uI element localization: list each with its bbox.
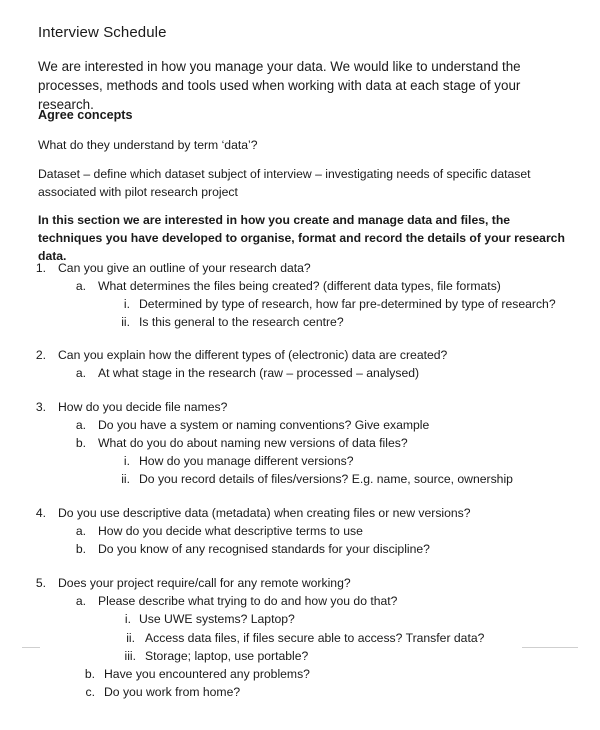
sub-item-text: Access data files, if files secure able to access? Transfer data? (145, 631, 485, 645)
agree-concepts-heading: Agree concepts (38, 108, 133, 122)
sub-item-label: ii. (121, 472, 130, 486)
sub-question-label: b. (75, 436, 86, 450)
sub-item-text: Determined by type of research, how far pre-determined by type of research? (139, 297, 556, 311)
sub-item-label: i. (124, 612, 131, 626)
question-text: Does your project require/call for any remote working? (58, 576, 351, 590)
sub-item-text: Use UWE systems? Laptop? (139, 612, 295, 626)
sub-question-label: b. (75, 542, 86, 556)
question-text: How do you decide file names? (58, 400, 228, 414)
sub-question-text: What do you do about naming new versions of data files? (98, 436, 408, 450)
document-title: Interview Schedule (38, 24, 167, 41)
sub-question-text: Do you have a system or naming conventions? Give example (98, 418, 430, 432)
question-number: 2. (35, 348, 46, 362)
question-text: Can you explain how the different types of (electronic) data are created? (58, 348, 448, 362)
sub-item-label: ii. (121, 315, 130, 329)
sub-item-label: iii. (124, 649, 136, 663)
sub-question-label: a. (75, 279, 86, 293)
sub-question-text: Please describe what trying to do and how you do that? (98, 594, 398, 608)
question-text: Do you use descriptive data (metadata) when creating files or new versions? (58, 506, 471, 520)
question-number: 5. (35, 576, 46, 590)
question-number: 4. (35, 506, 46, 520)
sub-question-text: Have you encountered any problems? (104, 667, 310, 681)
section-intro-paragraph: In this section we are interested in how you create and manage data and files, the techniques you have developed to organise, format and record the details of your research data. (38, 213, 565, 263)
sub-item-text: Do you record details of files/versions? E.g. name, source, ownership (139, 472, 513, 486)
data-term-question: What do they understand by term ‘data’? (38, 138, 258, 152)
sub-question-label: c. (85, 685, 95, 699)
sub-question-label: b. (84, 667, 95, 681)
sub-item-label: i. (123, 297, 130, 311)
sub-question-label: a. (75, 594, 86, 608)
sub-question-label: a. (75, 524, 86, 538)
sub-question-label: a. (75, 366, 86, 380)
page-break-rule-right (522, 647, 578, 648)
sub-question-text: At what stage in the research (raw – processed – analysed) (98, 366, 420, 380)
sub-item-text: Is this general to the research centre? (139, 315, 344, 329)
sub-question-text: Do you know of any recognised standards for your discipline? (98, 542, 430, 556)
sub-question-label: a. (75, 418, 86, 432)
sub-question-text: How do you decide what descriptive terms to use (98, 524, 363, 538)
page-break-rule-left (22, 647, 40, 648)
question-text: Can you give an outline of your research data? (58, 261, 311, 275)
sub-question-text: Do you work from home? (104, 685, 241, 699)
question-number: 3. (35, 400, 46, 414)
question-number: 1. (35, 261, 46, 275)
dataset-paragraph: Dataset – define which dataset subject of interview – investigating needs of specific dataset associated with pilot research project (38, 167, 531, 199)
sub-item-label: ii. (126, 631, 135, 645)
sub-item-text: How do you manage different versions? (139, 454, 354, 468)
sub-item-text: Storage; laptop, use portable? (145, 649, 309, 663)
sub-item-label: i. (123, 454, 130, 468)
sub-question-text: What determines the files being created? (different data types, file formats) (98, 279, 501, 293)
intro-paragraph: We are interested in how you manage your data. We would like to understand the processes, methods and tools used when working with data at each stage of your research. (38, 59, 521, 112)
